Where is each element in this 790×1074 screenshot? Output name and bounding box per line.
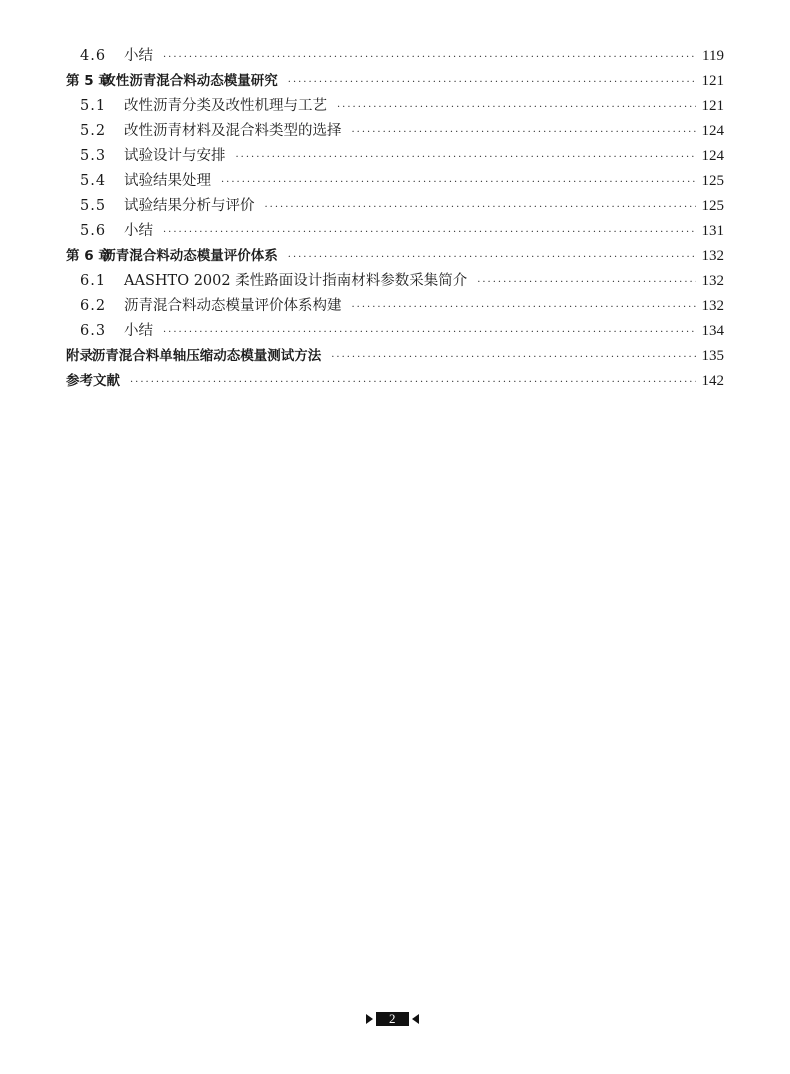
dot-leader <box>163 220 696 245</box>
toc-entry-page: 121 <box>701 73 724 89</box>
triangle-right-icon <box>366 1014 373 1024</box>
dot-leader <box>163 45 696 70</box>
toc-entry-page: 134 <box>701 323 724 339</box>
dot-leader <box>477 270 695 295</box>
toc-entry-page: 132 <box>701 248 724 264</box>
dot-leader <box>331 345 695 370</box>
toc-entry-page: 132 <box>701 273 724 289</box>
toc-chapter-6 <box>66 244 724 269</box>
toc-entry-number: 5.6 <box>80 223 107 239</box>
dot-leader <box>288 245 696 270</box>
toc-entry-title: 改性沥青分类及改性机理与工艺 <box>124 98 327 114</box>
toc-entry-title: 沥青混合料动态模量评价体系构建 <box>124 298 342 314</box>
page-folio <box>366 1012 419 1026</box>
toc-entry-number: 4.6 <box>80 48 107 64</box>
toc-entry-page: 119 <box>702 48 724 64</box>
toc-entry-page: 132 <box>701 298 724 314</box>
toc-entry-title: 沥青混合料单轴压缩动态模量测试方法 <box>91 348 322 364</box>
toc-entry-5-3 <box>66 144 724 169</box>
toc-chapter-5 <box>66 69 724 94</box>
toc-entry-page: 135 <box>701 348 724 364</box>
toc-entry-number: 6.1 <box>80 273 107 289</box>
toc-entry-5-6 <box>66 219 724 244</box>
dot-leader <box>163 320 696 345</box>
toc-entry-title: AASHTO 2002 柔性路面设计指南材料参数采集简介 <box>124 273 468 289</box>
toc-entry-5-2 <box>66 119 724 144</box>
toc-entry-4-6 <box>66 44 724 69</box>
toc-entry-number: 5.4 <box>80 173 107 189</box>
toc-entry-title: 改性沥青材料及混合料类型的选择 <box>124 123 342 139</box>
dot-leader <box>352 120 696 145</box>
toc-appendix <box>66 344 724 369</box>
toc-entry-number: 5.5 <box>80 198 107 214</box>
toc-entry-page: 124 <box>701 123 724 139</box>
toc-entry-number: 5.3 <box>80 148 107 164</box>
toc-entry-title: 沥青混合料动态模量评价体系 <box>102 248 278 264</box>
dot-leader <box>352 295 696 320</box>
toc-entry-5-5 <box>66 194 724 219</box>
toc-entry-title: 试验结果分析与评价 <box>124 198 255 214</box>
toc-entry-title: 试验结果处理 <box>124 173 211 189</box>
toc-entry-page: 125 <box>701 173 724 189</box>
triangle-left-icon <box>412 1014 419 1024</box>
toc-entry-number: 6.2 <box>80 298 107 314</box>
toc-entry-5-4 <box>66 169 724 194</box>
toc-entry-number: 6.3 <box>80 323 107 339</box>
toc-entry-number: 5.1 <box>80 98 107 114</box>
toc-entry-title: 小结 <box>124 48 153 64</box>
toc-entry-6-2 <box>66 294 724 319</box>
dot-leader <box>265 195 696 220</box>
toc-entry-title: 小结 <box>124 223 153 239</box>
toc-entry-number: 5.2 <box>80 123 107 139</box>
toc-entry-page: 131 <box>701 223 724 239</box>
table-of-contents <box>66 44 724 394</box>
dot-leader <box>221 170 696 195</box>
toc-entry-page: 124 <box>701 148 724 164</box>
toc-entry-6-3 <box>66 319 724 344</box>
toc-entry-page: 125 <box>701 198 724 214</box>
toc-entry-page: 142 <box>701 373 724 389</box>
toc-entry-number: 第 6 章 <box>66 248 112 264</box>
dot-leader <box>130 370 696 395</box>
toc-entry-5-1 <box>66 94 724 119</box>
toc-entry-title: 小结 <box>124 323 153 339</box>
toc-entry-title: 改性沥青混合料动态模量研究 <box>102 73 278 89</box>
toc-entry-number: 第 5 章 <box>66 73 112 89</box>
dot-leader <box>236 145 696 170</box>
toc-references <box>66 369 724 394</box>
toc-entry-page: 121 <box>701 98 724 114</box>
toc-entry-title: 参考文献 <box>66 373 120 389</box>
page-number: 2 <box>376 1012 409 1026</box>
toc-entry-title: 试验设计与安排 <box>124 148 226 164</box>
dot-leader <box>288 70 696 95</box>
dot-leader <box>337 95 696 120</box>
toc-entry-6-1 <box>66 269 724 294</box>
toc-entry-number: 附录 <box>66 348 93 364</box>
